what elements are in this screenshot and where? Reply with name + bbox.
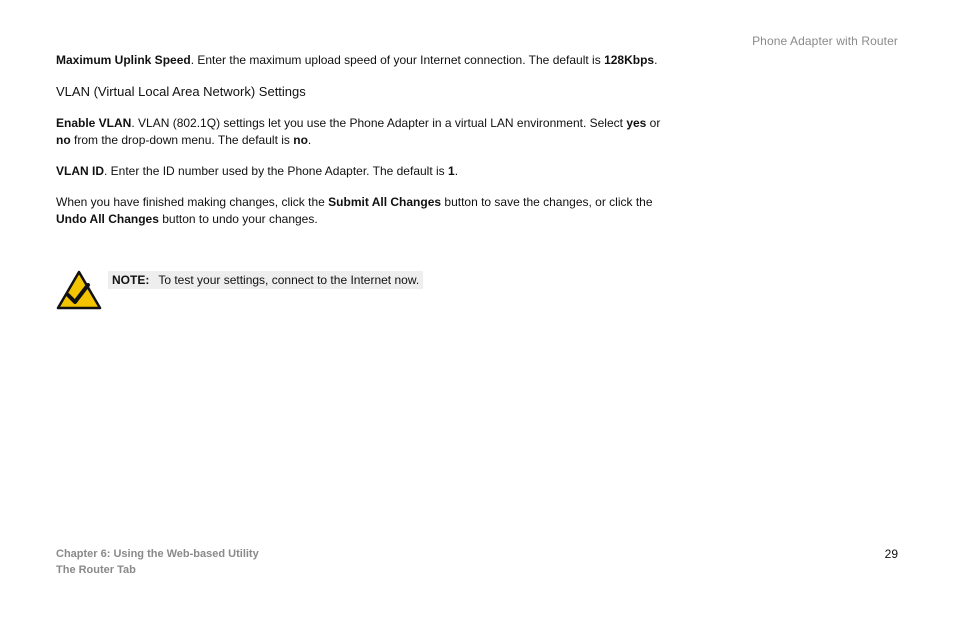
paragraph-enable-vlan bbox=[56, 115, 666, 149]
header-product-name: Phone Adapter with Router bbox=[752, 34, 898, 48]
enable-vlan-text-4: . bbox=[307, 133, 312, 147]
main-content bbox=[56, 52, 666, 242]
vlan-id-text-1: . Enter the ID number used by the Phone Adapter. The default is bbox=[104, 164, 448, 178]
uplink-text-1: . Enter the maximum upload speed of your Internet connection. The default is bbox=[190, 53, 605, 67]
vlan-id-text-2: . bbox=[454, 164, 459, 178]
page-number: 29 bbox=[884, 547, 898, 561]
submit-all-changes-label: Submit All Changes bbox=[328, 195, 442, 209]
section-heading-vlan: VLAN (Virtual Local Area Network) Settings bbox=[56, 84, 306, 99]
note-text: To test your settings, connect to the Internet now. bbox=[158, 273, 420, 287]
note-callout bbox=[56, 270, 423, 310]
finish-text-3: button to undo your changes. bbox=[158, 212, 318, 226]
paragraph-uplink-speed bbox=[56, 52, 666, 69]
uplink-text-2: . bbox=[654, 53, 658, 67]
vlan-id-default-value: 1 bbox=[448, 164, 455, 178]
term-enable-vlan: Enable VLAN bbox=[56, 116, 132, 130]
finish-text-1: When you have finished making changes, click the bbox=[56, 195, 329, 209]
enable-vlan-text-2: or bbox=[646, 116, 661, 130]
undo-all-changes-label: Undo All Changes bbox=[56, 212, 159, 226]
option-no: no bbox=[56, 133, 71, 147]
enable-vlan-default-value: no bbox=[293, 133, 308, 147]
paragraph-vlan-id bbox=[56, 163, 666, 180]
enable-vlan-text-3: from the drop-down menu. The default is bbox=[70, 133, 294, 147]
term-maximum-uplink-speed: Maximum Uplink Speed bbox=[56, 53, 191, 67]
footer-chapter-title: Chapter 6: Using the Web-based Utility bbox=[56, 548, 259, 560]
warning-check-icon bbox=[56, 270, 102, 310]
paragraph-finish-changes bbox=[56, 194, 666, 228]
enable-vlan-text-1: . VLAN (802.1Q) settings let you use the Phone Adapter in a virtual LAN environment. Select bbox=[131, 116, 627, 130]
finish-text-2: button to save the changes, or click the bbox=[441, 195, 653, 209]
option-yes: yes bbox=[626, 116, 647, 130]
uplink-default-value: 128Kbps bbox=[604, 53, 655, 67]
note-label: NOTE: bbox=[112, 273, 150, 287]
footer-chapter-info bbox=[56, 546, 259, 578]
note-box bbox=[108, 271, 423, 289]
term-vlan-id: VLAN ID bbox=[56, 164, 104, 178]
footer-section-title: The Router Tab bbox=[56, 564, 136, 576]
